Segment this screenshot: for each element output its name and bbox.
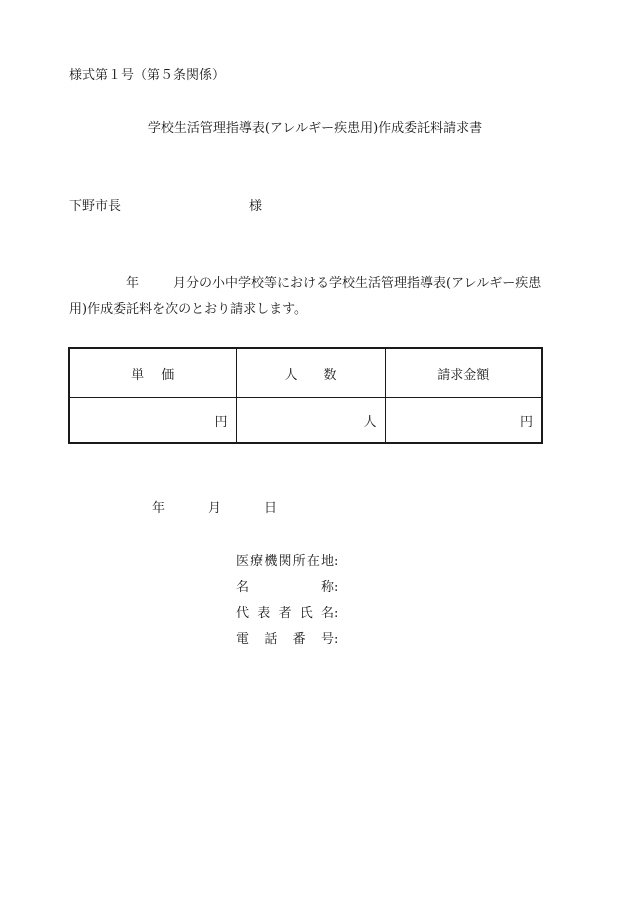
form-number: 様式第１号（第５条関係） bbox=[69, 68, 226, 83]
issuer-phone-label: 電話番号 bbox=[236, 632, 334, 647]
date-day-label: 日 bbox=[264, 501, 278, 516]
body-line-1 bbox=[126, 277, 541, 290]
header-head-count: 人 数 bbox=[236, 348, 385, 398]
issuer-phone-row bbox=[236, 633, 344, 646]
issuer-colon: : bbox=[334, 606, 339, 621]
addressee-honorific: 様 bbox=[249, 199, 263, 214]
issuer-address-row bbox=[236, 555, 344, 568]
issuer-colon: : bbox=[334, 580, 339, 595]
unit-yen-total-label: 円 bbox=[519, 414, 533, 430]
unit-yen-label: 円 bbox=[214, 414, 228, 430]
invoice-table bbox=[68, 347, 543, 444]
cell-unit-price[interactable] bbox=[69, 398, 236, 444]
cell-head-count[interactable] bbox=[236, 398, 385, 444]
date-month-label: 月 bbox=[208, 501, 222, 516]
date-year-label: 年 bbox=[152, 501, 166, 516]
unit-person-label: 人 bbox=[363, 414, 377, 430]
issuer-address-label: 医療機関所在地 bbox=[236, 554, 334, 569]
body-year-label: 年 bbox=[126, 276, 140, 291]
issuer-name-label: 名称 bbox=[236, 580, 334, 595]
issuer-colon: : bbox=[334, 632, 339, 647]
body-month-text: 月分の小中学校等における学校生活管理指導表(アレルギー疾患 bbox=[173, 276, 542, 291]
table-row bbox=[69, 398, 542, 444]
table-header-row bbox=[69, 348, 542, 398]
issuer-colon: : bbox=[334, 554, 339, 569]
cell-total-amount[interactable] bbox=[385, 398, 542, 444]
body-line-2: 用)作成委託料を次のとおり請求します。 bbox=[69, 302, 308, 317]
issuer-representative-row bbox=[236, 607, 344, 620]
addressee-name: 下野市長 bbox=[69, 199, 122, 214]
document-title: 学校生活管理指導表(アレルギー疾患用)作成委託料請求書 bbox=[147, 121, 483, 136]
header-total-amount: 請求金額 bbox=[385, 348, 542, 398]
issuer-name-row bbox=[236, 581, 344, 594]
header-unit-price: 単 価 bbox=[69, 348, 236, 398]
issuer-representative-label: 代表者氏名 bbox=[236, 606, 334, 621]
